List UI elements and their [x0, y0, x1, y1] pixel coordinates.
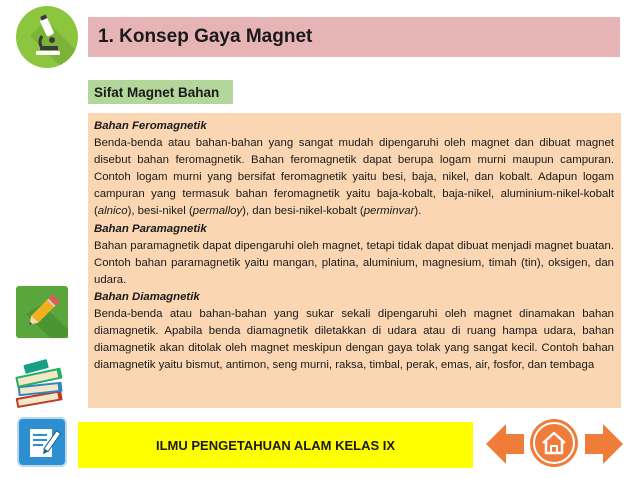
title-bar	[88, 17, 620, 57]
text-paramagnetik: Bahan paramagnetik dapat dipengaruhi oleh magnet, tetapi tidak dapat dibuat menjadi magnet buatan. Contoh bahan paramagnetik yaitu mangan, platina, aluminium, magnesium, timah (tin), oksigen, dan udara.	[94, 239, 614, 286]
home-button[interactable]	[529, 418, 579, 468]
heading-feromagnetik: Bahan Feromagnetik	[94, 120, 207, 132]
text-feromagnetik-part-3: ), dan besi-nikel-kobalt (	[242, 205, 364, 218]
text-diamagnetik: Benda-benda atau bahan-bahan yang sukar sekali dipengaruhi oleh magnet dinamakan bahan diamagnetik. Apabila benda diamagnetik diletakkan di udara atau di ruang hampa udara, bahan diamagnetik akan ditolak oleh magnet meskipun dengan gaya tolak yang sangat kecil. Contoh bahan diamagnetik yaitu bismut, antimon, seng murni, raksa, timbal, perak, emas, air, fosfor, dan tembaga	[94, 308, 614, 372]
notes-icon[interactable]	[17, 417, 67, 467]
prev-button[interactable]	[484, 421, 526, 467]
section-subtitle: Sifat Magnet Bahan	[94, 84, 220, 100]
arrow-left-icon	[484, 421, 526, 467]
content-panel	[88, 113, 621, 408]
heading-diamagnetik: Bahan Diamagnetik	[94, 290, 200, 303]
microscope-logo	[16, 6, 78, 68]
heading-paramagnetik: Bahan Paramagnetik	[94, 222, 207, 235]
text-feromagnetik-part-4: ).	[414, 205, 422, 218]
page-title: 1. Konsep Gaya Magnet	[98, 26, 313, 47]
text-feromagnetik-part-2: ), besi-nikel (	[127, 205, 193, 218]
next-button[interactable]	[583, 421, 625, 467]
footer-label: ILMU PENGETAHUAN ALAM KELAS IX	[155, 437, 396, 453]
section-subtitle-box	[88, 80, 233, 104]
books-icon[interactable]	[10, 358, 70, 408]
alloy-permalloy: permalloy	[192, 205, 243, 218]
text-feromagnetik	[94, 135, 614, 220]
home-icon	[529, 418, 579, 468]
alloy-perminvar: perminvar	[363, 205, 415, 218]
text-feromagnetik-part-1: Benda-benda atau bahan-bahan yang sangat mudah dipengaruhi oleh magnet dan dibuat magnet disebut bahan feromagnetik. Bahan feromagnetik dapat berupa logam murni maupun campuran. Contoh logam murni yang bersifat feromagnetik yaitu besi, baja, nikel, dan kobalt. Adapun logam campuran yang termasuk bahan feromagnetik yaitu baja-kobalt, baja-nikel, aluminium-nikel-kobalt (	[94, 137, 614, 218]
microscope-icon	[16, 6, 78, 68]
footer-bar	[78, 422, 473, 468]
arrow-right-icon	[583, 421, 625, 467]
pencil-icon[interactable]	[16, 286, 68, 338]
alloy-alnico: alnico	[97, 205, 128, 218]
